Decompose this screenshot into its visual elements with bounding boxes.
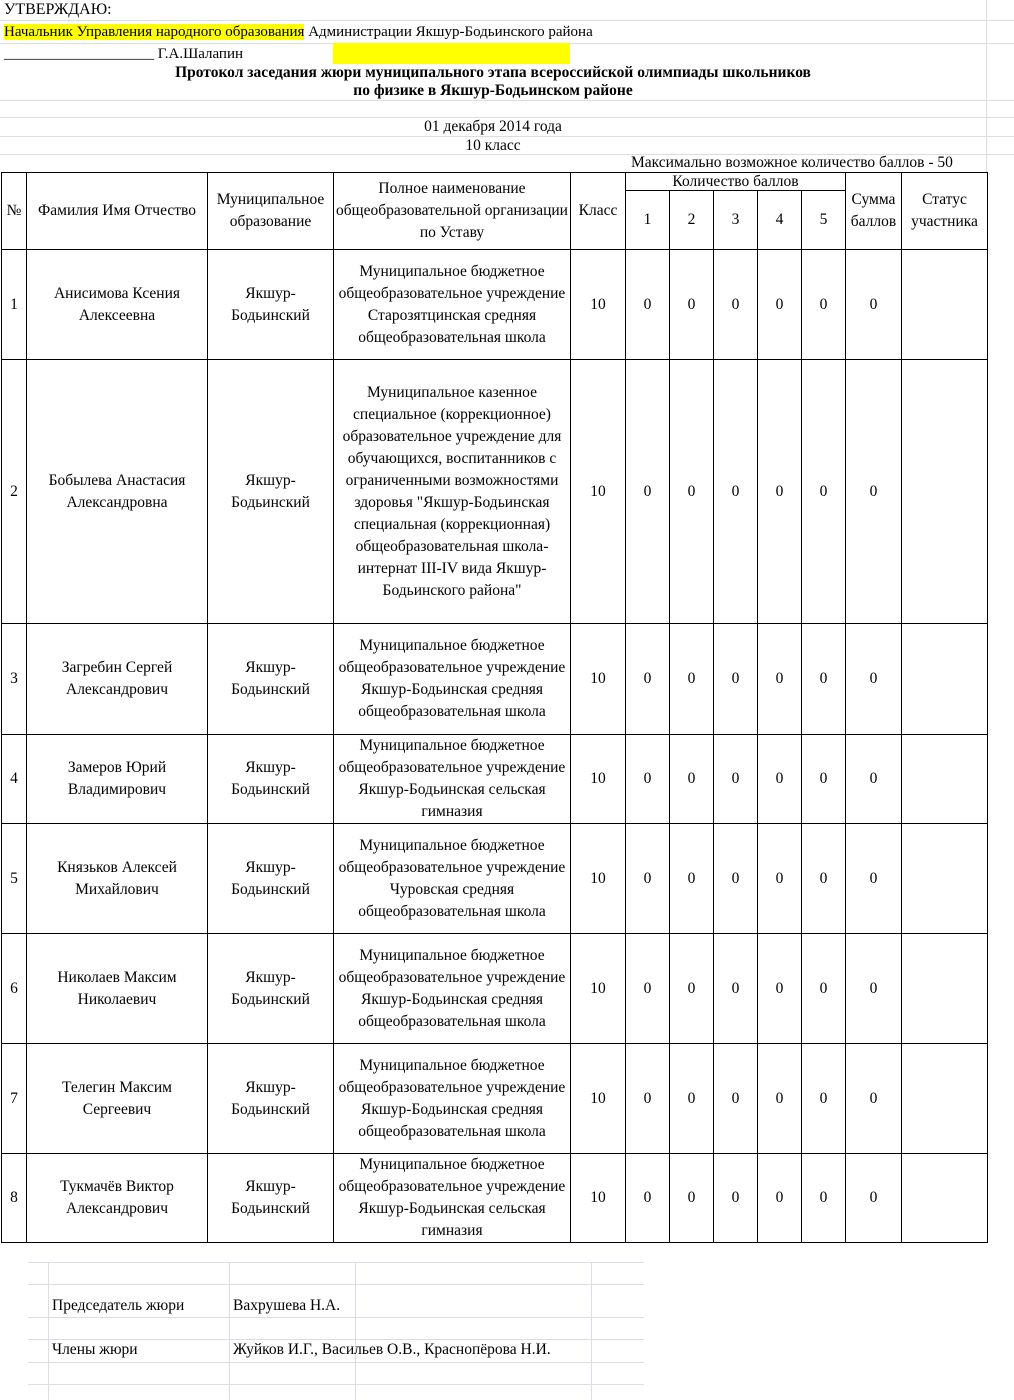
municipality-cell: Якшур-Бодьинский — [208, 934, 334, 1044]
name-cell: Тукмачёв Виктор Александрович — [27, 1154, 208, 1243]
gridline — [28, 1317, 644, 1318]
no-cell: 8 — [2, 1154, 27, 1243]
name-cell: Князьков Алексей Михайлович — [27, 824, 208, 934]
name-cell: Телегин Максим Сергеевич — [27, 1044, 208, 1154]
col-header-no: № — [2, 173, 27, 250]
score-task-4-cell: 0 — [758, 934, 802, 1044]
class-cell: 10 — [571, 250, 626, 360]
approve-label: УТВЕРЖДАЮ: — [4, 1, 112, 18]
col-header-status: Статус участника — [902, 173, 988, 250]
score-task-1-cell: 0 — [626, 735, 670, 824]
score-task-5-cell: 0 — [802, 824, 846, 934]
school-cell: Муниципальное бюджетное общеобразовательное учреждение Якшур-Бодьинская средняя общеобразовательная школа — [334, 934, 571, 1044]
class-cell: 10 — [571, 934, 626, 1044]
score-task-2-cell: 0 — [670, 360, 714, 624]
score-task-2-cell: 0 — [670, 250, 714, 360]
score-task-5-cell: 0 — [802, 624, 846, 735]
gridline — [28, 1384, 644, 1385]
score-task-3-cell: 0 — [714, 1044, 758, 1154]
boss-title — [4, 22, 593, 42]
school-cell: Муниципальное бюджетное общеобразовательное учреждение Якшур-Бодьинская средняя общеобразовательная школа — [334, 1044, 571, 1154]
score-task-3-cell: 0 — [714, 735, 758, 824]
col-header-total: Сумма баллов — [846, 173, 902, 250]
col-header-task-3: 3 — [714, 191, 758, 250]
signature-highlight — [333, 43, 570, 64]
table-row — [2, 735, 988, 824]
score-task-3-cell: 0 — [714, 824, 758, 934]
score-task-3-cell: 0 — [714, 250, 758, 360]
status-cell — [902, 624, 988, 735]
class-cell: 10 — [571, 824, 626, 934]
jury-chair-name: Вахрушева Н.А. — [233, 1297, 341, 1314]
status-cell — [902, 360, 988, 624]
col-header-task-5: 5 — [802, 191, 846, 250]
score-task-5-cell: 0 — [802, 735, 846, 824]
table-row — [2, 1154, 988, 1243]
gridline — [28, 1284, 644, 1285]
no-cell: 3 — [2, 624, 27, 735]
municipality-cell: Якшур-Бодьинский — [208, 250, 334, 360]
grade-label: 10 класс — [465, 137, 521, 154]
total-cell: 0 — [846, 360, 902, 624]
score-task-2-cell: 0 — [670, 624, 714, 735]
status-cell — [902, 735, 988, 824]
score-task-3-cell: 0 — [714, 624, 758, 735]
no-cell: 1 — [2, 250, 27, 360]
score-task-3-cell: 0 — [714, 360, 758, 624]
municipality-cell: Якшур-Бодьинский — [208, 824, 334, 934]
col-header-task-2: 2 — [670, 191, 714, 250]
score-task-1-cell: 0 — [626, 1154, 670, 1243]
score-task-5-cell: 0 — [802, 934, 846, 1044]
school-cell: Муниципальное бюджетное общеобразовательное учреждение Старозятцинская средняя общеобразовательная школа — [334, 250, 571, 360]
gridline — [355, 1262, 356, 1400]
score-task-3-cell: 0 — [714, 1154, 758, 1243]
class-cell: 10 — [571, 360, 626, 624]
score-task-4-cell: 0 — [758, 624, 802, 735]
signature-line: ____________________ Г.А.Шалапин — [4, 46, 244, 62]
col-header-task-4: 4 — [758, 191, 802, 250]
score-task-4-cell: 0 — [758, 360, 802, 624]
protocol-date: 01 декабря 2014 года — [424, 118, 562, 135]
no-cell: 4 — [2, 735, 27, 824]
no-cell: 5 — [2, 824, 27, 934]
boss-title-highlight: Начальник Управления народного образования — [4, 24, 305, 40]
name-cell: Николаев Максим Николаевич — [27, 934, 208, 1044]
protocol-subtitle: по физике в Якшур-Бодьинском районе — [353, 82, 633, 99]
score-task-2-cell: 0 — [670, 1154, 714, 1243]
jury-chair-label: Председатель жюри — [52, 1297, 185, 1314]
jury-members-label: Члены жюри — [52, 1341, 138, 1358]
max-score: Максимально возможное количество баллов - 50 — [631, 154, 953, 171]
score-task-2-cell: 0 — [670, 735, 714, 824]
name-cell: Бобылева Анастасия Александровна — [27, 360, 208, 624]
gridline — [0, 20, 1014, 21]
class-cell: 10 — [571, 1154, 626, 1243]
score-task-5-cell: 0 — [802, 1154, 846, 1243]
status-cell — [902, 934, 988, 1044]
gridline — [28, 1362, 644, 1363]
score-task-1-cell: 0 — [626, 824, 670, 934]
score-task-2-cell: 0 — [670, 1044, 714, 1154]
municipality-cell: Якшур-Бодьинский — [208, 624, 334, 735]
total-cell: 0 — [846, 934, 902, 1044]
table-row — [2, 624, 988, 735]
class-cell: 10 — [571, 1044, 626, 1154]
score-task-1-cell: 0 — [626, 1044, 670, 1154]
school-cell: Муниципальное бюджетное общеобразовательное учреждение Якшур-Бодьинская сельская гимназия — [334, 735, 571, 824]
protocol-title: Протокол заседания жюри муниципального этапа всероссийской олимпиады школьников — [175, 64, 811, 81]
col-header-class: Класс — [571, 173, 626, 250]
score-task-2-cell: 0 — [670, 934, 714, 1044]
gridline — [986, 0, 987, 172]
gridline — [229, 1262, 230, 1400]
name-cell: Анисимова Ксения Алексеевна — [27, 250, 208, 360]
no-cell: 2 — [2, 360, 27, 624]
name-cell: Загребин Сергей Александрович — [27, 624, 208, 735]
boss-title-rest: Администрации Якшур-Бодьинского района — [304, 24, 593, 40]
total-cell: 0 — [846, 624, 902, 735]
gridline — [0, 100, 1014, 101]
score-task-5-cell: 0 — [802, 1044, 846, 1154]
score-task-1-cell: 0 — [626, 624, 670, 735]
total-cell: 0 — [846, 1044, 902, 1154]
no-cell: 7 — [2, 1044, 27, 1154]
municipality-cell: Якшур-Бодьинский — [208, 1154, 334, 1243]
col-header-task-1: 1 — [626, 191, 670, 250]
score-task-1-cell: 0 — [626, 250, 670, 360]
results-table — [1, 172, 988, 1243]
col-header-municipality: Муниципальное образование — [208, 173, 334, 250]
school-cell: Муниципальное бюджетное общеобразовательное учреждение Якшур-Бодьинская средняя общеобразовательная школа — [334, 624, 571, 735]
municipality-cell: Якшур-Бодьинский — [208, 360, 334, 624]
status-cell — [902, 1154, 988, 1243]
total-cell: 0 — [846, 250, 902, 360]
status-cell — [902, 1044, 988, 1154]
col-header-name: Фамилия Имя Отчество — [27, 173, 208, 250]
total-cell: 0 — [846, 735, 902, 824]
municipality-cell: Якшур-Бодьинский — [208, 735, 334, 824]
col-header-school: Полное наименование общеобразовательной организации по Уставу — [334, 173, 571, 250]
gridline — [48, 1262, 49, 1400]
col-header-scores: Количество баллов — [626, 173, 846, 191]
table-row — [2, 1044, 988, 1154]
name-cell: Замеров Юрий Владимирович — [27, 735, 208, 824]
class-cell: 10 — [571, 735, 626, 824]
gridline — [591, 1262, 592, 1400]
jury-members-names: Жуйков И.Г., Васильев О.В., Краснопёрова Н.И. — [233, 1341, 551, 1358]
total-cell: 0 — [846, 1154, 902, 1243]
municipality-cell: Якшур-Бодьинский — [208, 1044, 334, 1154]
table-row — [2, 934, 988, 1044]
table-row — [2, 250, 988, 360]
table-row — [2, 824, 988, 934]
score-task-5-cell: 0 — [802, 250, 846, 360]
score-task-3-cell: 0 — [714, 934, 758, 1044]
score-task-4-cell: 0 — [758, 735, 802, 824]
status-cell — [902, 250, 988, 360]
score-task-5-cell: 0 — [802, 360, 846, 624]
score-task-4-cell: 0 — [758, 1044, 802, 1154]
score-task-4-cell: 0 — [758, 824, 802, 934]
no-cell: 6 — [2, 934, 27, 1044]
school-cell: Муниципальное бюджетное общеобразовательное учреждение Чуровская средняя общеобразовательная школа — [334, 824, 571, 934]
score-task-4-cell: 0 — [758, 250, 802, 360]
score-task-1-cell: 0 — [626, 934, 670, 1044]
gridline — [28, 1262, 644, 1263]
table-row — [2, 360, 988, 624]
status-cell — [902, 824, 988, 934]
class-cell: 10 — [571, 624, 626, 735]
school-cell: Муниципальное казенное специальное (коррекционное) образовательное учреждение для обучающихся, воспитанников с ограниченными возможностями здоровья "Якшур-Бодьинская специальная (коррекционная) общеобразовательная школа-интернат III-IV вида Якшур-Бодьинского района" — [334, 360, 571, 624]
score-task-2-cell: 0 — [670, 824, 714, 934]
school-cell: Муниципальное бюджетное общеобразовательное учреждение Якшур-Бодьинская сельская гимназия — [334, 1154, 571, 1243]
score-task-4-cell: 0 — [758, 1154, 802, 1243]
score-task-1-cell: 0 — [626, 360, 670, 624]
total-cell: 0 — [846, 824, 902, 934]
